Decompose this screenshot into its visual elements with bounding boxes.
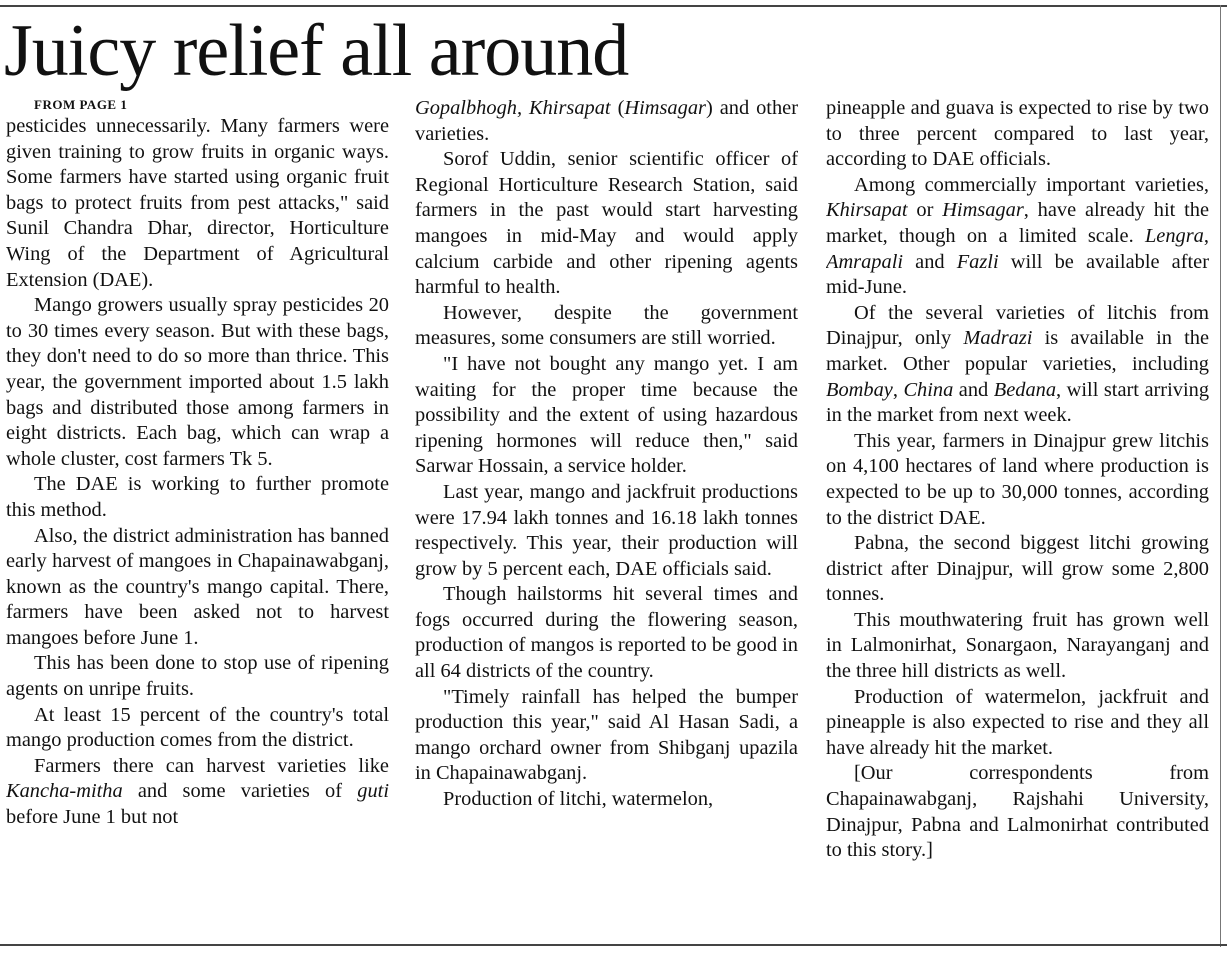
- paragraph: However, despite the government measures, some consumers are still worried.: [415, 301, 798, 350]
- column-1: [6, 96, 389, 936]
- paragraph: Gopalbhogh, Khirsapat (Himsagar) and other varieties.: [415, 97, 798, 145]
- column-2: [415, 96, 798, 936]
- paragraph: "Timely rainfall has helped the bumper production this year," said Al Hasan Sadi, a mango orchard owner from Shibganj upazila in Chapainawabganj.: [415, 685, 798, 785]
- paragraph: Though hailstorms hit several times and fogs occurred during the flowering season, production of mangos is reported to be good in all 64 districts of the country.: [415, 583, 798, 683]
- paragraph: [Our correspondents from Chapainawabganj, Rajshahi University, Dinajpur, Pabna and Lalmonirhat contributed to this story.]: [826, 762, 1209, 862]
- paragraph: Sorof Uddin, senior scientific officer of Regional Horticulture Research Station, said farmers in the past would start harvesting mangoes in mid-May and would apply calcium carbide and other ripening agents harmful to health.: [415, 148, 798, 299]
- headline: Juicy relief all around: [4, 10, 629, 92]
- paragraph: Also, the district administration has banned early harvest of mangoes in Chapainawabganj, known as the country's mango capital. There, farmers have been asked not to harvest mangoes before June 1.: [6, 524, 389, 649]
- paragraph: Of the several varieties of litchis from Dinajpur, only Madrazi is available in the market. Other popular varieties, including Bombay, China and Bedana, will start arriving in the market from next week.: [826, 301, 1209, 427]
- paragraph: Farmers there can harvest varieties like Kancha-mitha and some varieties of guti before June 1 but not: [6, 754, 389, 829]
- right-rule: [1220, 5, 1221, 947]
- paragraph: "I have not bought any mango yet. I am waiting for the proper time because the possibility and the extent of using hazardous ripening hormones will reduce then," said Sarwar Hossain, a service holder.: [415, 352, 798, 478]
- paragraph: Pabna, the second biggest litchi growing district after Dinajpur, will grow some 2,800 tonnes.: [826, 532, 1209, 606]
- paragraph: Among commercially important varieties, Khirsapat or Himsagar, have already hit the market, though on a limited scale. Lengra, Amrapali and Fazli will be available after mid-June.: [826, 173, 1209, 299]
- paragraph: Production of litchi, watermelon,: [443, 788, 714, 811]
- paragraph: pesticides unnecessarily. Many farmers were given training to grow fruits in organic ways. Some farmers have started using organic fruit bags to protect fruits from pest attacks," said Sunil Chandra Dhar, director, Horticulture Wing of the Department of Agricultural Extension (DAE).: [6, 115, 389, 291]
- paragraph: Last year, mango and jackfruit productions were 17.94 lakh tonnes and 16.18 lakh tonnes respectively. This year, their production will grow by 5 percent each, DAE officials said.: [415, 480, 798, 580]
- paragraph: Production of watermelon, jackfruit and pineapple is also expected to rise and they all have already hit the market.: [826, 685, 1209, 759]
- paragraph: The DAE is working to further promote this method.: [6, 473, 389, 521]
- paragraph: pineapple and guava is expected to rise by two to three percent compared to last year, according to DAE officials.: [826, 97, 1209, 171]
- bottom-rule: [0, 944, 1227, 946]
- paragraph: This mouthwatering fruit has grown well in Lalmonirhat, Sonargaon, Narayanganj and the three hill districts as well.: [826, 608, 1209, 683]
- paragraph: This year, farmers in Dinajpur grew litchis on 4,100 hectares of land where production is expected to be up to 30,000 tonnes, according to the district DAE.: [826, 429, 1209, 529]
- paragraph: Mango growers usually spray pesticides 20 to 30 times every season. But with these bags, they don't need to do so more than thrice. This year, the government imported about 1.5 lakh bags and distributed those among farmers in eight districts. Each bag, which can wrap a whole cluster, cost farmers Tk 5.: [6, 294, 389, 470]
- paragraph: This has been done to stop use of ripening agents on unripe fruits.: [6, 652, 389, 701]
- paragraph: At least 15 percent of the country's total mango production comes from the district.: [6, 703, 389, 752]
- column-3: [826, 96, 1209, 936]
- kicker: FROM PAGE 1: [34, 97, 128, 112]
